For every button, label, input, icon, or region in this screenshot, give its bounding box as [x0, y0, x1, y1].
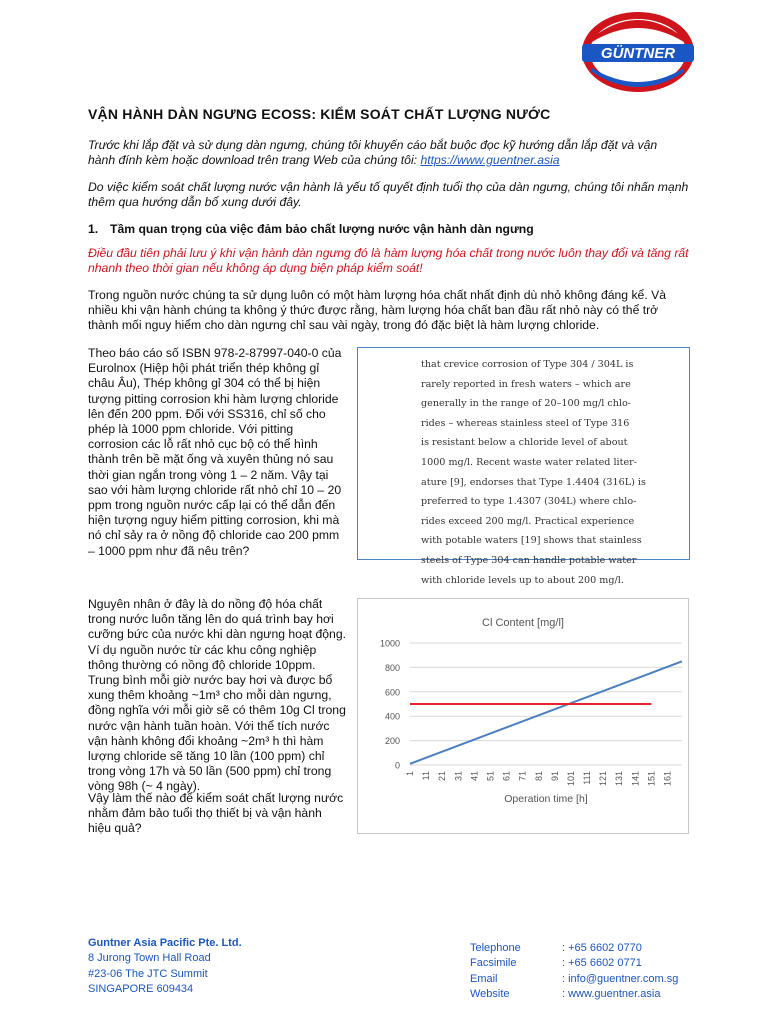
x-tick-label: 91	[549, 771, 560, 782]
contact-email	[470, 972, 678, 987]
x-tick-label: 61	[501, 771, 512, 782]
contact-telephone	[470, 941, 678, 956]
contact-facsimile	[470, 956, 678, 971]
paragraph-eurolnox: Theo báo cáo số ISBN 978-2-87997-040-0 của Eurolnox (Hiệp hội phát triển thép không gỉ châu Âu), Thép không gỉ 304 có thể bị hiện tượng pitting corrosion khi hàm lượng chloride lên đến 200 ppm. Đối với SS316, chỉ số cho phép là 1000 ppm chloride. Với pitting corrosion các lỗ rất nhỏ cục bộ có thể hình thành trên bề mặt ống và xuyên thủng nó sau thời gian ngắn trong vòng 1 – 2 năm. Vậy tại sao với hàm lượng chloride rất nhỏ chỉ 10 – 20 ppm trong nguồn nước cấp lại có thể dẫn đến hiện tượng nguy hiểm pitting corrosion, khi mà nó chỉ sảy ra ở nồng độ chloride cao 200 pmm – 1000 ppm như đã nêu trên?	[88, 346, 342, 558]
logo-text: GÜNTNER	[600, 45, 676, 62]
x-tick-label: 11	[421, 771, 432, 781]
section-heading	[88, 222, 534, 236]
x-tick-label: 131	[614, 771, 625, 787]
x-tick-label: 141	[630, 771, 641, 787]
intro-line2: hành đính kèm hoặc download trên trang Web của chúng tôi:	[88, 153, 421, 168]
quote-line: rides exceed 200 mg/l. Practical experience	[421, 515, 635, 527]
x-tick-label: 111	[582, 771, 593, 785]
quote-line: generally in the range of 20–100 mg/l chlo-	[421, 398, 631, 410]
quote-line: rides – whereas stainless steel of Type 316	[421, 417, 630, 429]
paragraph-chloride: Trong nguồn nước chúng ta sử dụng luôn có một hàm lượng hóa chất nhất định dù nhỏ không đáng kể. Và nhiều khi vận hành chúng ta không ý thức được rằng, hàm lượng hóa chất ban đầu rất nhỏ này có thể trở thành mối nguy hiểm cho dàn ngưng chỉ sau vài ngày, trong đó đặc biệt là hàm lượng chloride.	[88, 288, 667, 333]
quote-line: preferred to type 1.4307 (304L) where chlo-	[421, 496, 637, 508]
x-tick-label: 51	[485, 771, 496, 782]
x-tick-label: 41	[469, 771, 480, 782]
contact-label: Email	[470, 972, 498, 985]
contact-label: Facsimile	[470, 957, 517, 970]
contact-label: Telephone	[470, 942, 521, 954]
x-tick-label: 31	[453, 771, 464, 782]
x-tick-label: 161	[662, 771, 673, 787]
logo-graphic	[578, 10, 698, 94]
quote-excerpt-box	[357, 347, 690, 586]
x-tick-label: 21	[437, 771, 448, 782]
website-link[interactable]: https://www.guentner.asia	[420, 153, 560, 168]
y-tick-label: 200	[384, 736, 400, 747]
contact-value[interactable]: : www.guentner.asia	[562, 987, 661, 1000]
quote-line: steels of Type 304 can handle potable water	[421, 554, 637, 566]
x-tick-label: 71	[517, 771, 528, 782]
address-line: SINGAPORE 609434	[88, 982, 194, 995]
quote-line: ature [9], endorses that Type 1.4404 (316L) is	[421, 476, 646, 488]
contact-value[interactable]: : info@guentner.com.sg	[562, 972, 679, 985]
address-line: #23-06 The JTC Summit	[88, 967, 208, 980]
y-tick-label: 400	[384, 711, 400, 722]
intro-line1: Trước khi lắp đặt và sử dụng dàn ngưng, chúng tôi khuyến cáo bắt buộc đọc kỹ hướng dẫn lắp đặt và vận	[88, 138, 658, 152]
series-line-0	[410, 661, 682, 763]
contact-label: Website	[470, 987, 510, 1000]
x-tick-label: 151	[646, 771, 657, 787]
company-name: Guntner Asia Pacific Pte. Ltd.	[88, 937, 242, 949]
y-tick-label: 600	[384, 687, 400, 698]
warning-text: Điều đầu tiên phải lưu ý khi vận hành dàn ngưng đó là hàm lượng hóa chất trong nước luôn thay đổi và tăng rất nhanh theo thời gian nếu không áp dụng biện pháp kiểm soát!	[88, 246, 689, 276]
chart-svg	[358, 599, 688, 833]
intro-paragraph	[88, 138, 692, 168]
section-title: Tầm quan trọng của việc đảm bảo chất lượng nước vận hành dàn ngưng	[110, 222, 534, 236]
quote-line: that crevice corrosion of Type 304 / 304L is	[421, 359, 634, 370]
quote-line: 1000 mg/l. Recent waste water related liter-	[421, 456, 637, 468]
footer-address	[88, 936, 242, 997]
x-tick-label: 1	[405, 771, 415, 777]
quote-text	[421, 355, 653, 590]
quote-line: rarely reported in fresh waters – which are	[421, 378, 631, 390]
intro-paragraph-2: Do việc kiểm soát chất lượng nước vận hành là yếu tố quyết định tuổi thọ của dàn ngưng, chúng tôi nhấn mạnh thêm qua hướng dẫn bổ xung dưới đây.	[88, 180, 689, 210]
x-tick-label: 121	[598, 771, 609, 787]
footer-contacts	[470, 941, 678, 1002]
contact-value: : +65 6602 0770	[562, 942, 642, 954]
x-tick-label: 101	[565, 771, 576, 787]
quote-line: with potable waters [19] shows that stainless	[421, 535, 642, 547]
contact-website	[470, 987, 678, 1002]
y-tick-label: 0	[394, 760, 400, 771]
y-tick-label: 800	[384, 662, 400, 673]
paragraph-question: Vậy làm thế nào để kiểm soát chất lượng nước nhằm đảm bảo tuổi thọ thiết bị và vận hành hiệu quả?	[88, 791, 344, 836]
guntner-logo	[578, 10, 698, 94]
section-number: 1.	[88, 222, 99, 236]
address-line: 8 Jurong Town Hall Road	[88, 952, 211, 965]
x-axis-label: Operation time [h]	[504, 793, 588, 805]
chloride-chart	[357, 598, 689, 834]
chart-title: Cl Content [mg/l]	[482, 617, 564, 629]
y-tick-label: 1000	[379, 638, 400, 649]
x-tick-label: 81	[533, 771, 544, 782]
contact-value: : +65 6602 0771	[562, 957, 642, 970]
quote-line: is resistant below a chloride level of about	[421, 437, 628, 449]
quote-line: with chloride levels up to about 200 mg/l.	[421, 574, 624, 586]
page-title: VẬN HÀNH DÀN NGƯNG ECOSS: KIỂM SOÁT CHẤT LƯỢNG NƯỚC	[88, 106, 551, 122]
paragraph-evaporation: Nguyên nhân ở đây là do nồng độ hóa chất trong nước luôn tăng lên do quá trình bay hơi cưỡng bức của nước khi dàn ngưng hoạt động. Ví dụ nguồn nước từ các khu công nghiệp thông thường có nồng độ chloride 10ppm. Trung bình mỗi giờ nước bay hơi và được bổ xung thêm khoảng ~1m³ cho mỗi dàn ngưng, đồng nghĩa với mỗi giờ sẽ có thêm 10g Cl trong nước vận hành tuần hoàn. Với thể tích nước vận hành không đổi khoảng ~2m³ h thì hàm lượng chloride sẽ tăng 10 lần (100 ppm) chỉ trong vòng 17h và 50 lần (500 ppm) chỉ trong vòng 98h (~ 4 ngày).	[88, 597, 346, 794]
